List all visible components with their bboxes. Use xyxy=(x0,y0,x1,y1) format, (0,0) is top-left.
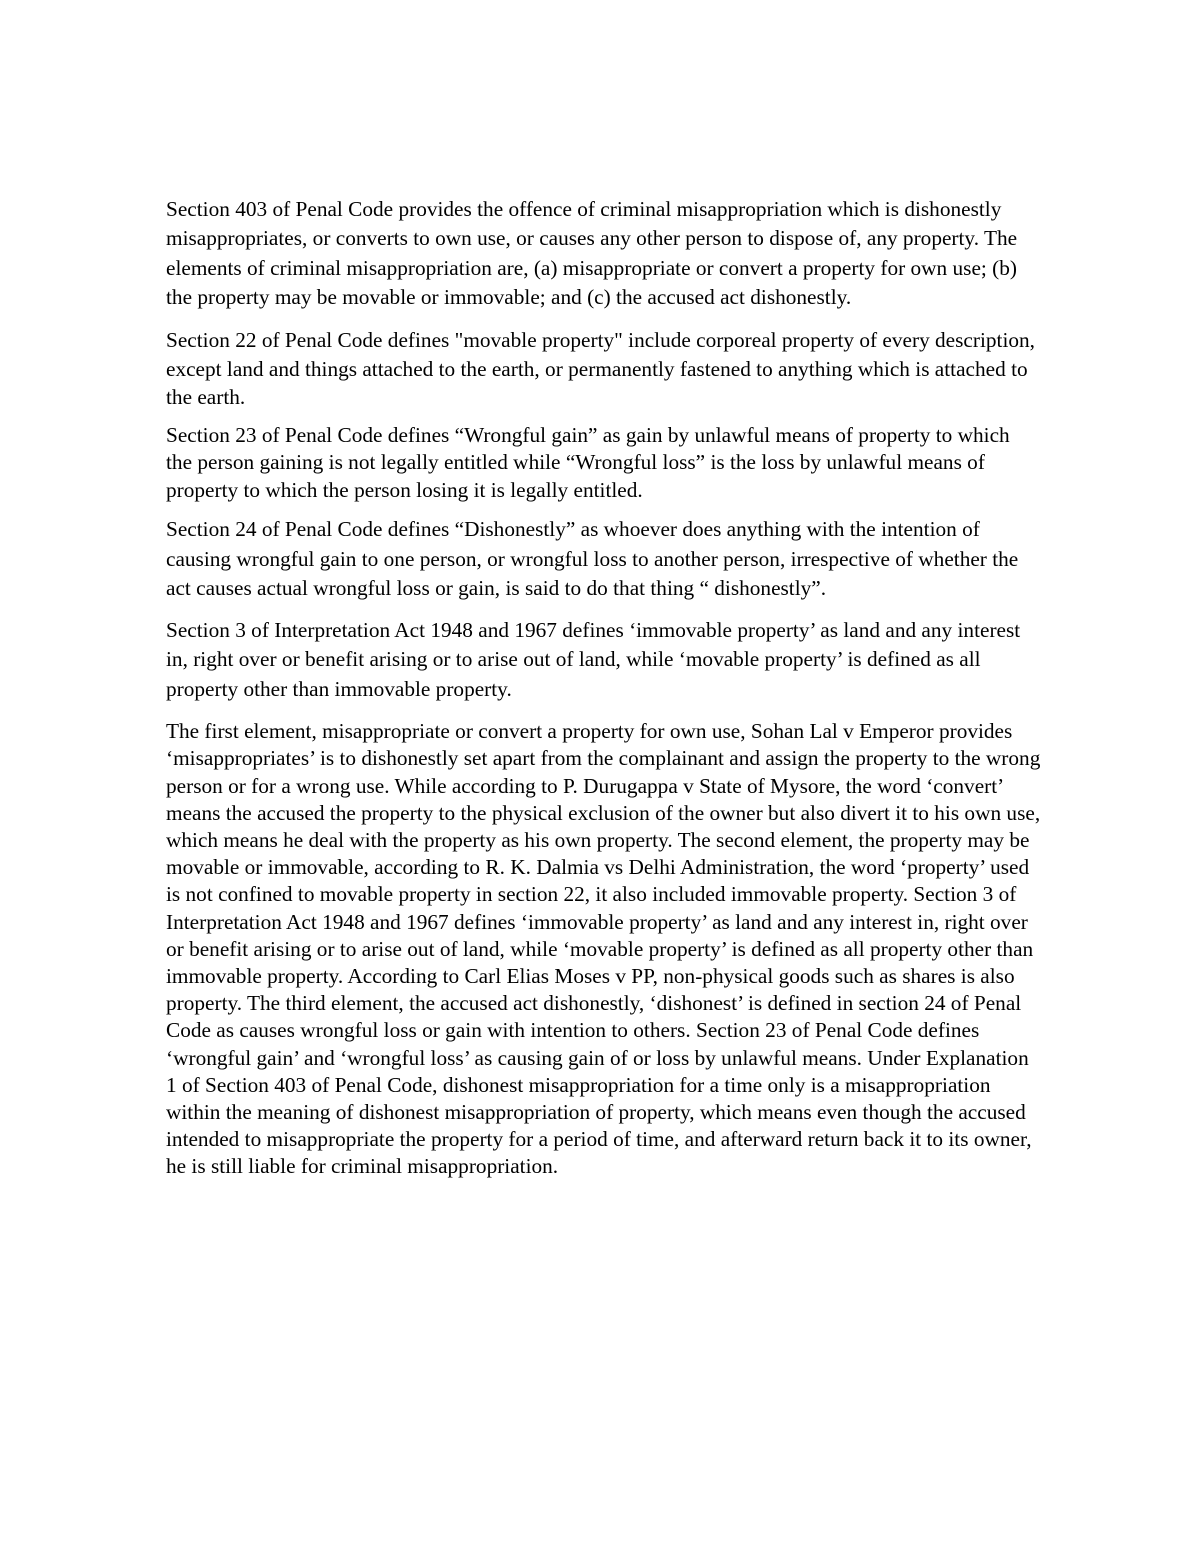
paragraph-interpretation-act: Section 3 of Interpretation Act 1948 and 1967 defines ‘immovable property’ as land and any interest in, right over or benefit arising or to arise out of land, while ‘movable property’ is defined as all property other than immovable property. xyxy=(166,617,1021,701)
paragraph-section-22: Section 22 of Penal Code defines "movable property" include corporeal property of every description, except land and things attached to the earth, or permanently fastened to anything which is attached to the earth. xyxy=(166,328,1035,410)
document-body xyxy=(166,195,1041,1181)
paragraph-analysis: The first element, misappropriate or convert a property for own use, Sohan Lal v Emperor provides ‘misappropriates’ is to dishonestly set apart from the complainant and assign the property to the wrong person or for a wrong use. While according to P. Durugappa v State of Mysore, the word ‘convert’ means the accused the property to the physical exclusion of the owner but also divert it to his own use, which means he deal with the property as his own property. The second element, the property may be movable or immovable, according to R. K. Dalmia vs Delhi Administration, the word ‘property’ used is not confined to movable property in section 22, it also included immovable property. Section 3 of Interpretation Act 1948 and 1967 defines ‘immovable property’ as land and any interest in, right over or benefit arising or to arise out of land, while ‘movable property’ is defined as all property other than immovable property. According to Carl Elias Moses v PP, non-physical goods such as shares is also property. The third element, the accused act dishonestly, ‘dishonest’ is defined in section 24 of Penal Code as causes wrongful loss or gain with intention to others. Section 23 of Penal Code defines ‘wrongful gain’ and ‘wrongful loss’ as causing gain of or loss by unlawful means. Under Explanation 1 of Section 403 of Penal Code, dishonest misappropriation for a time only is a misappropriation within the meaning of dishonest misappropriation of property, which means even though the accused intended to misappropriate the property for a period of time, and afterward return back it to its owner, he is still liable for criminal misappropriation. xyxy=(166,719,1041,1179)
paragraph-section-23: Section 23 of Penal Code defines “Wrongful gain” as gain by unlawful means of property to which the person gaining is not legally entitled while “Wrongful loss” is the loss by unlawful means of property to which the person losing it is legally entitled. xyxy=(166,422,1010,502)
paragraph-section-403: Section 403 of Penal Code provides the offence of criminal misappropriation which is dishonestly misappropriates, or converts to own use, or causes any other person to dispose of, any property. The elements of criminal misappropriation are, (a) misappropriate or convert a property for own use; (b) the property may be movable or immovable; and (c) the accused act dishonestly. xyxy=(166,197,1018,309)
paragraph-section-24: Section 24 of Penal Code defines “Dishonestly” as whoever does anything with the intention of causing wrongful gain to one person, or wrongful loss to another person, irrespective of whether the act causes actual wrongful loss or gain, is said to do that thing “ dishonestly”. xyxy=(166,517,1019,601)
